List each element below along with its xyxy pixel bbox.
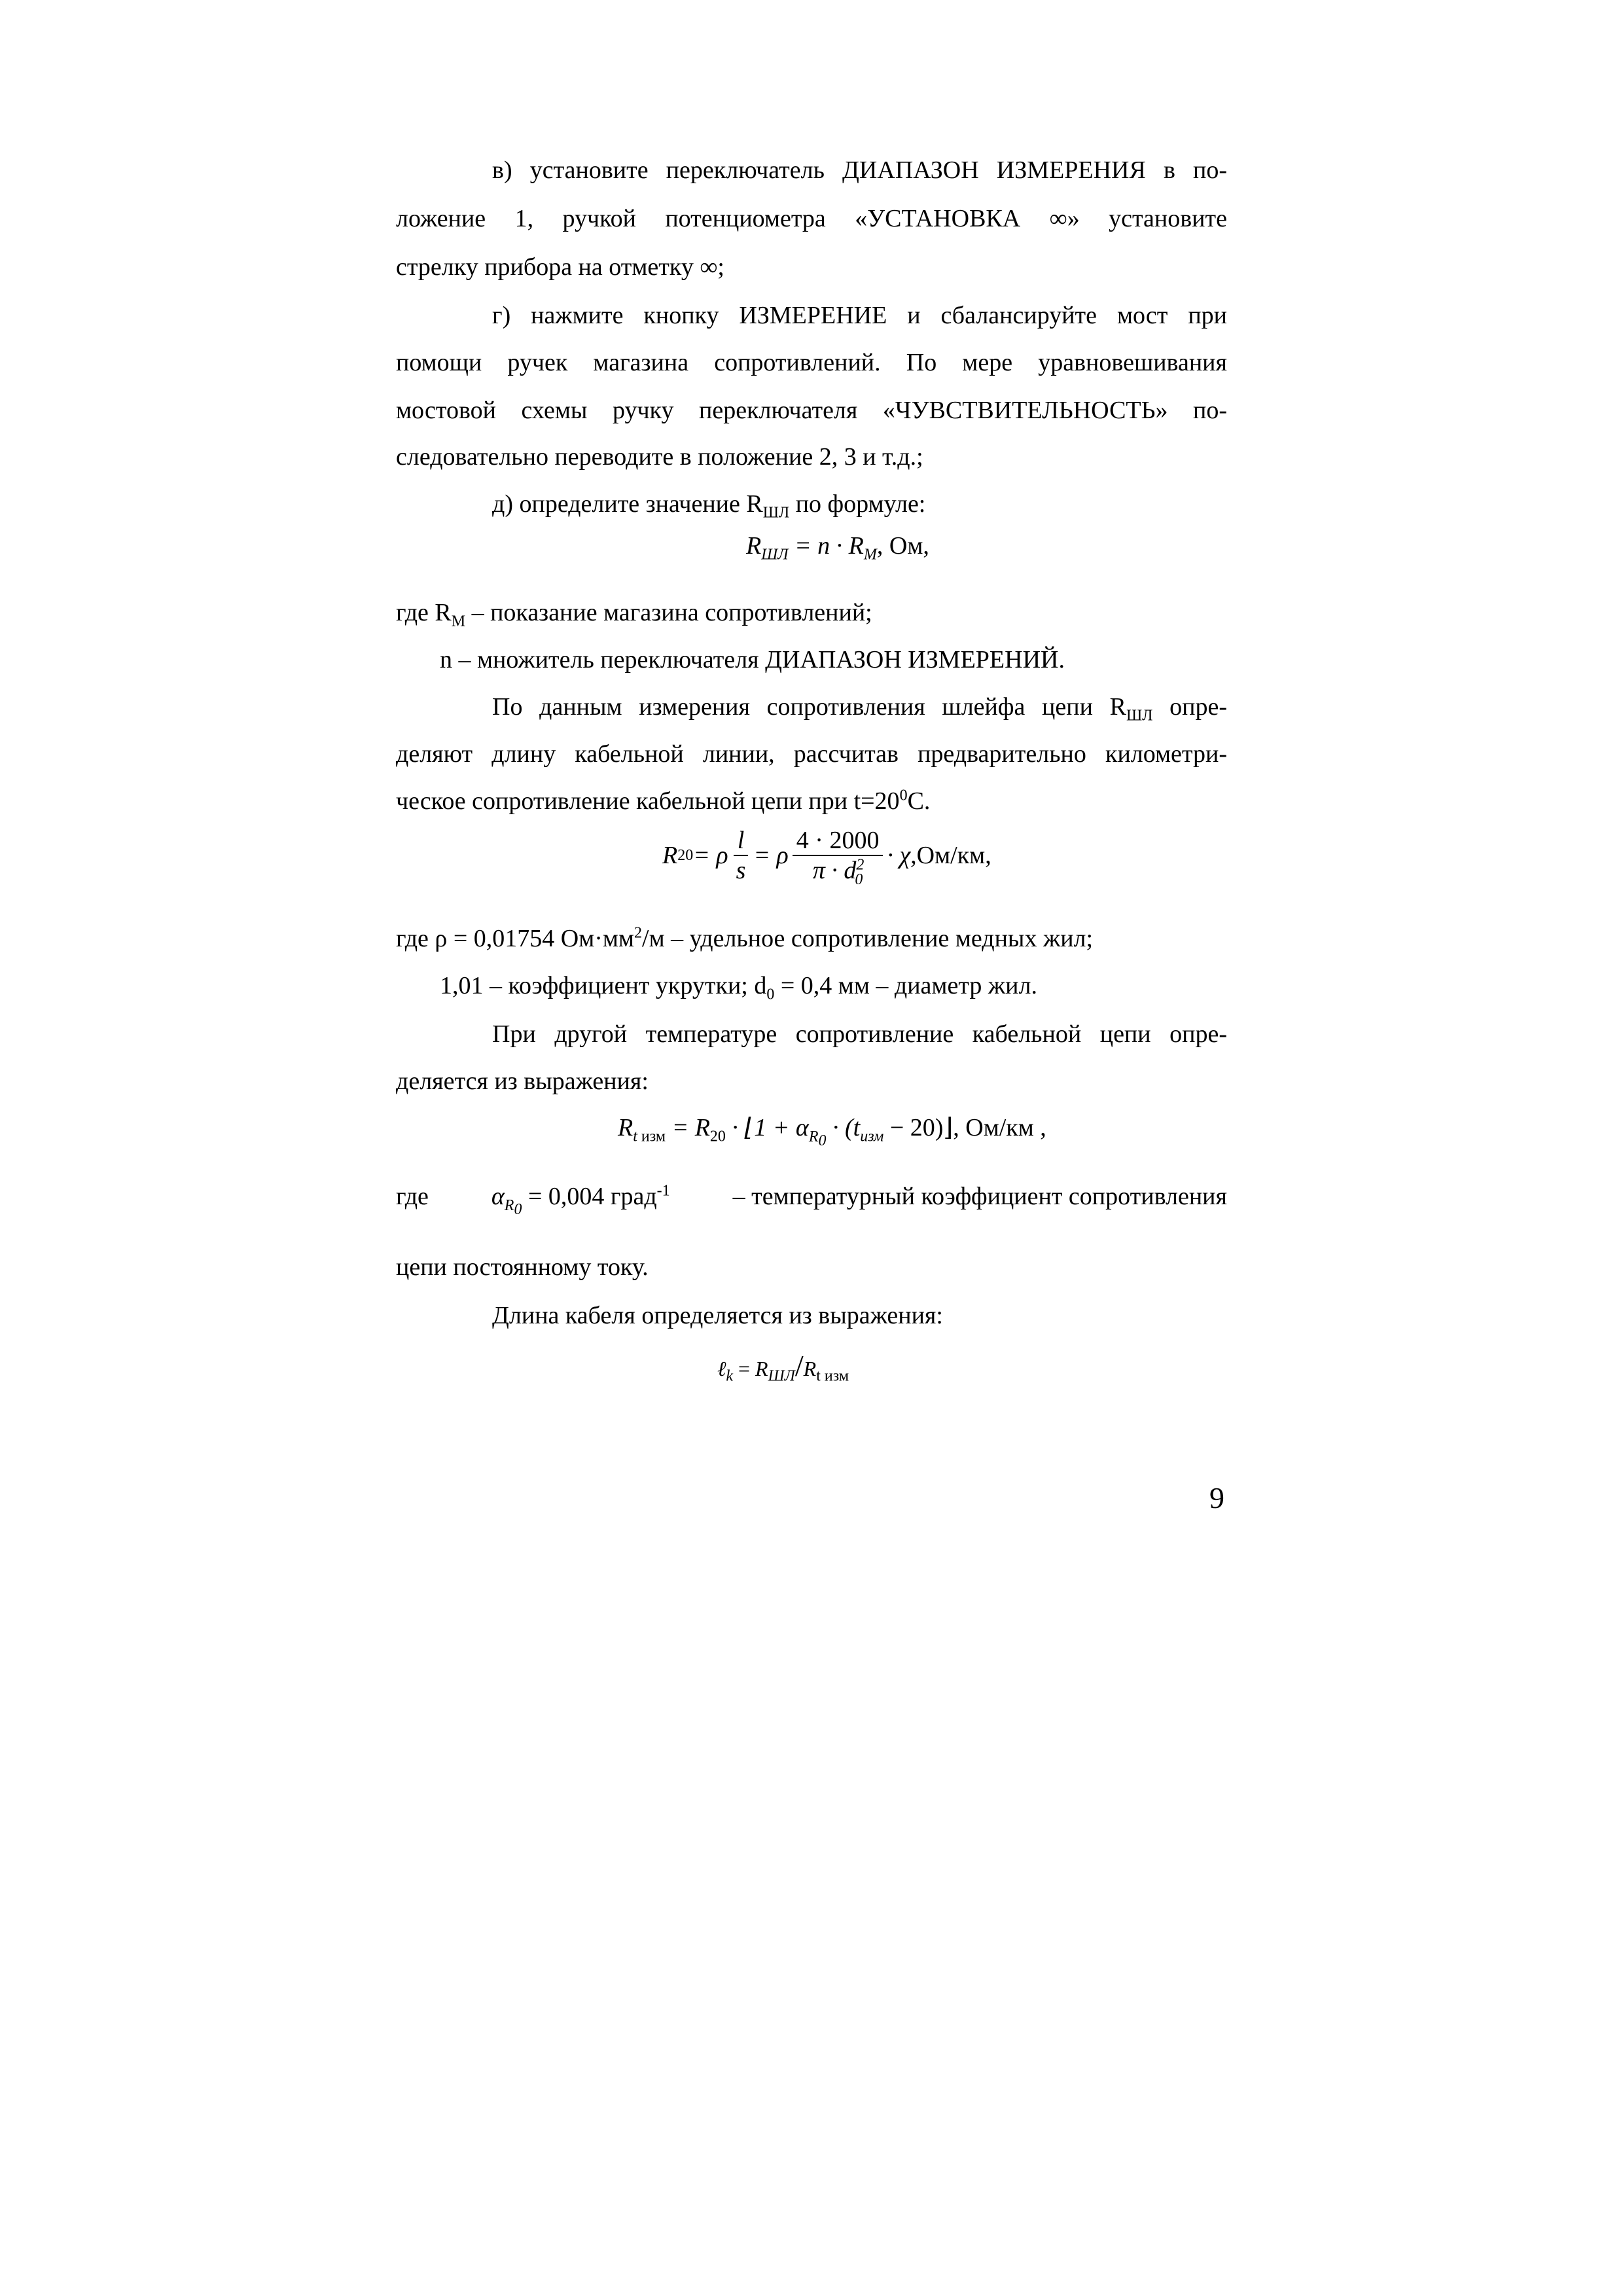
text-line: деляется из выражения: [396, 1067, 649, 1095]
text-span: = 0,004 град [522, 1183, 657, 1210]
eq-operator: = [732, 1357, 756, 1380]
text-span: по формуле: [789, 490, 926, 518]
text-line: г) нажмите кнопку ИЗМЕРЕНИЕ и сбалансируйте мост при [492, 302, 1227, 329]
text-line [396, 597, 872, 628]
eq-symbol: π · d [812, 857, 857, 884]
eq-subscript-r: R [504, 1196, 514, 1214]
eq-subscript: k [726, 1367, 733, 1385]
text-line: помощи ручек магазина сопротивлений. По мере уравновешивания [396, 349, 1227, 376]
eq-subscript [504, 1196, 522, 1218]
text-line: следовательно переводите в положение 2, 3 и т.д.; [396, 443, 923, 471]
eq-subscript: изм [860, 1128, 884, 1145]
eq-symbol: R [746, 532, 762, 560]
eq-superscript: 2 [856, 856, 865, 874]
fraction-numerator: l [734, 826, 749, 856]
eq-subscript-izm: изм [637, 1128, 666, 1145]
text-line [396, 1181, 1227, 1218]
text-span: где R [396, 599, 452, 626]
eq-operator: · ⌊1 + α [725, 1114, 809, 1141]
text-line [440, 970, 1037, 1001]
eq-subscript-0: 0 [818, 1132, 827, 1149]
text-span: /м – удельное сопротивление медных жил; [642, 925, 1094, 952]
eq-operator: − 20)⌋, [883, 1114, 959, 1141]
subscript: М [451, 613, 466, 630]
text-span: – температурный коэффициент сопротивления [732, 1183, 1227, 1210]
fraction-numerator: 4 · 2000 [793, 826, 883, 856]
eq-symbol: α [491, 1183, 505, 1210]
text-line [396, 785, 930, 817]
equation-lk [717, 1348, 849, 1383]
text-span: ческое сопротивление кабельной цепи при t=20 [396, 787, 900, 815]
eq-symbol: R [662, 842, 678, 869]
text-line: стрелку прибора на отметку ∞; [396, 253, 724, 281]
text-line: Длина кабеля определяется из выражения: [492, 1302, 943, 1329]
eq-symbol: R [618, 1114, 633, 1141]
eq-subscript: t изм [816, 1367, 849, 1385]
eq-subscript [808, 1128, 827, 1149]
text-line: мостовой схемы ручку переключателя «ЧУВСТВИТЕЛЬНОСТЬ» по- [396, 397, 1227, 424]
eq-operator: = n · [788, 532, 849, 560]
text-line: в) установите переключатель ДИАПАЗОН ИЗМЕРЕНИЯ в по- [492, 156, 1227, 184]
fraction-main [793, 826, 883, 888]
eq-operator: · χ, [887, 842, 917, 869]
eq-symbol: R [755, 1357, 768, 1380]
text-span: где ρ = 0,01754 Ом·мм [396, 925, 635, 952]
eq-operator: = ρ [753, 842, 789, 869]
page-number: 9 [1209, 1481, 1224, 1515]
text-span: – показание магазина сопротивлений; [465, 599, 872, 626]
text-line: n – множитель переключателя ДИАПАЗОН ИЗМЕРЕНИЙ. [440, 646, 1065, 673]
equation-rt [618, 1113, 1046, 1149]
text-line: цепи постоянному току. [396, 1253, 649, 1281]
equation-r-shl [746, 531, 929, 564]
fraction-denominator: s [736, 857, 746, 884]
text-line: ложение 1, ручкой потенциометра «УСТАНОВКА ∞» установите [396, 205, 1227, 232]
equation-r20: R 20 = ρ $\frac{l}{s}$ = ρ $\frac{4 \cdot 2000}{\pi \cdot d^2_0}$ · χ, Ом/км, [662, 827, 991, 888]
text-line: деляют длину кабельной линии, рассчитав предварительно километри- [396, 740, 1227, 768]
text-span: опре- [1152, 693, 1227, 721]
superscript: 2 [634, 924, 643, 942]
eq-subscript-t: t [633, 1128, 637, 1145]
eq-subscript [633, 1128, 666, 1145]
text-line [492, 488, 925, 520]
subscript: ШЛ [762, 504, 790, 522]
eq-symbol: R [803, 1357, 817, 1380]
text-span: где [396, 1183, 429, 1210]
eq-subscript: ШЛ [768, 1367, 795, 1385]
superscript: 0 [899, 787, 908, 804]
eq-subscript: 0 [855, 870, 863, 888]
eq-unit: , Ом, [876, 532, 929, 560]
text-span: 1,01 – коэффициент укрутки; d [440, 972, 767, 999]
eq-unit: Ом/км, [916, 842, 991, 869]
text-line: При другой температуре сопротивление кабельной цепи опре- [492, 1020, 1227, 1048]
text-span: д) определите значение R [492, 490, 763, 518]
eq-operator: / [794, 1349, 804, 1382]
fraction-l-s [732, 826, 750, 885]
eq-subscript: ШЛ [761, 546, 789, 564]
eq-subscript-r: R [808, 1128, 819, 1145]
eq-operator: = R [666, 1114, 710, 1141]
eq-subscript: М [863, 546, 877, 564]
subscript: 0 [766, 986, 775, 1003]
text-span: С. [907, 787, 931, 815]
fraction-denominator [809, 856, 867, 888]
text-span: По данным измерения сопротивления шлейфа цепи R [492, 693, 1126, 721]
subscript: ШЛ [1126, 707, 1153, 725]
alpha-inline [491, 1181, 670, 1218]
superscript: -1 [656, 1182, 670, 1200]
text-line [396, 923, 1093, 954]
text-line [492, 691, 1227, 723]
eq-subscript: 20 [709, 1128, 726, 1145]
eq-unit: Ом/км , [959, 1114, 1046, 1141]
eq-subscript-0: 0 [514, 1200, 522, 1218]
eq-symbol: ℓ [717, 1357, 726, 1380]
eq-operator: · (t [826, 1114, 861, 1141]
eq-operator: = ρ [693, 842, 728, 869]
eq-symbol: R [848, 532, 864, 560]
text-span: = 0,4 мм – диаметр жил. [774, 972, 1037, 999]
